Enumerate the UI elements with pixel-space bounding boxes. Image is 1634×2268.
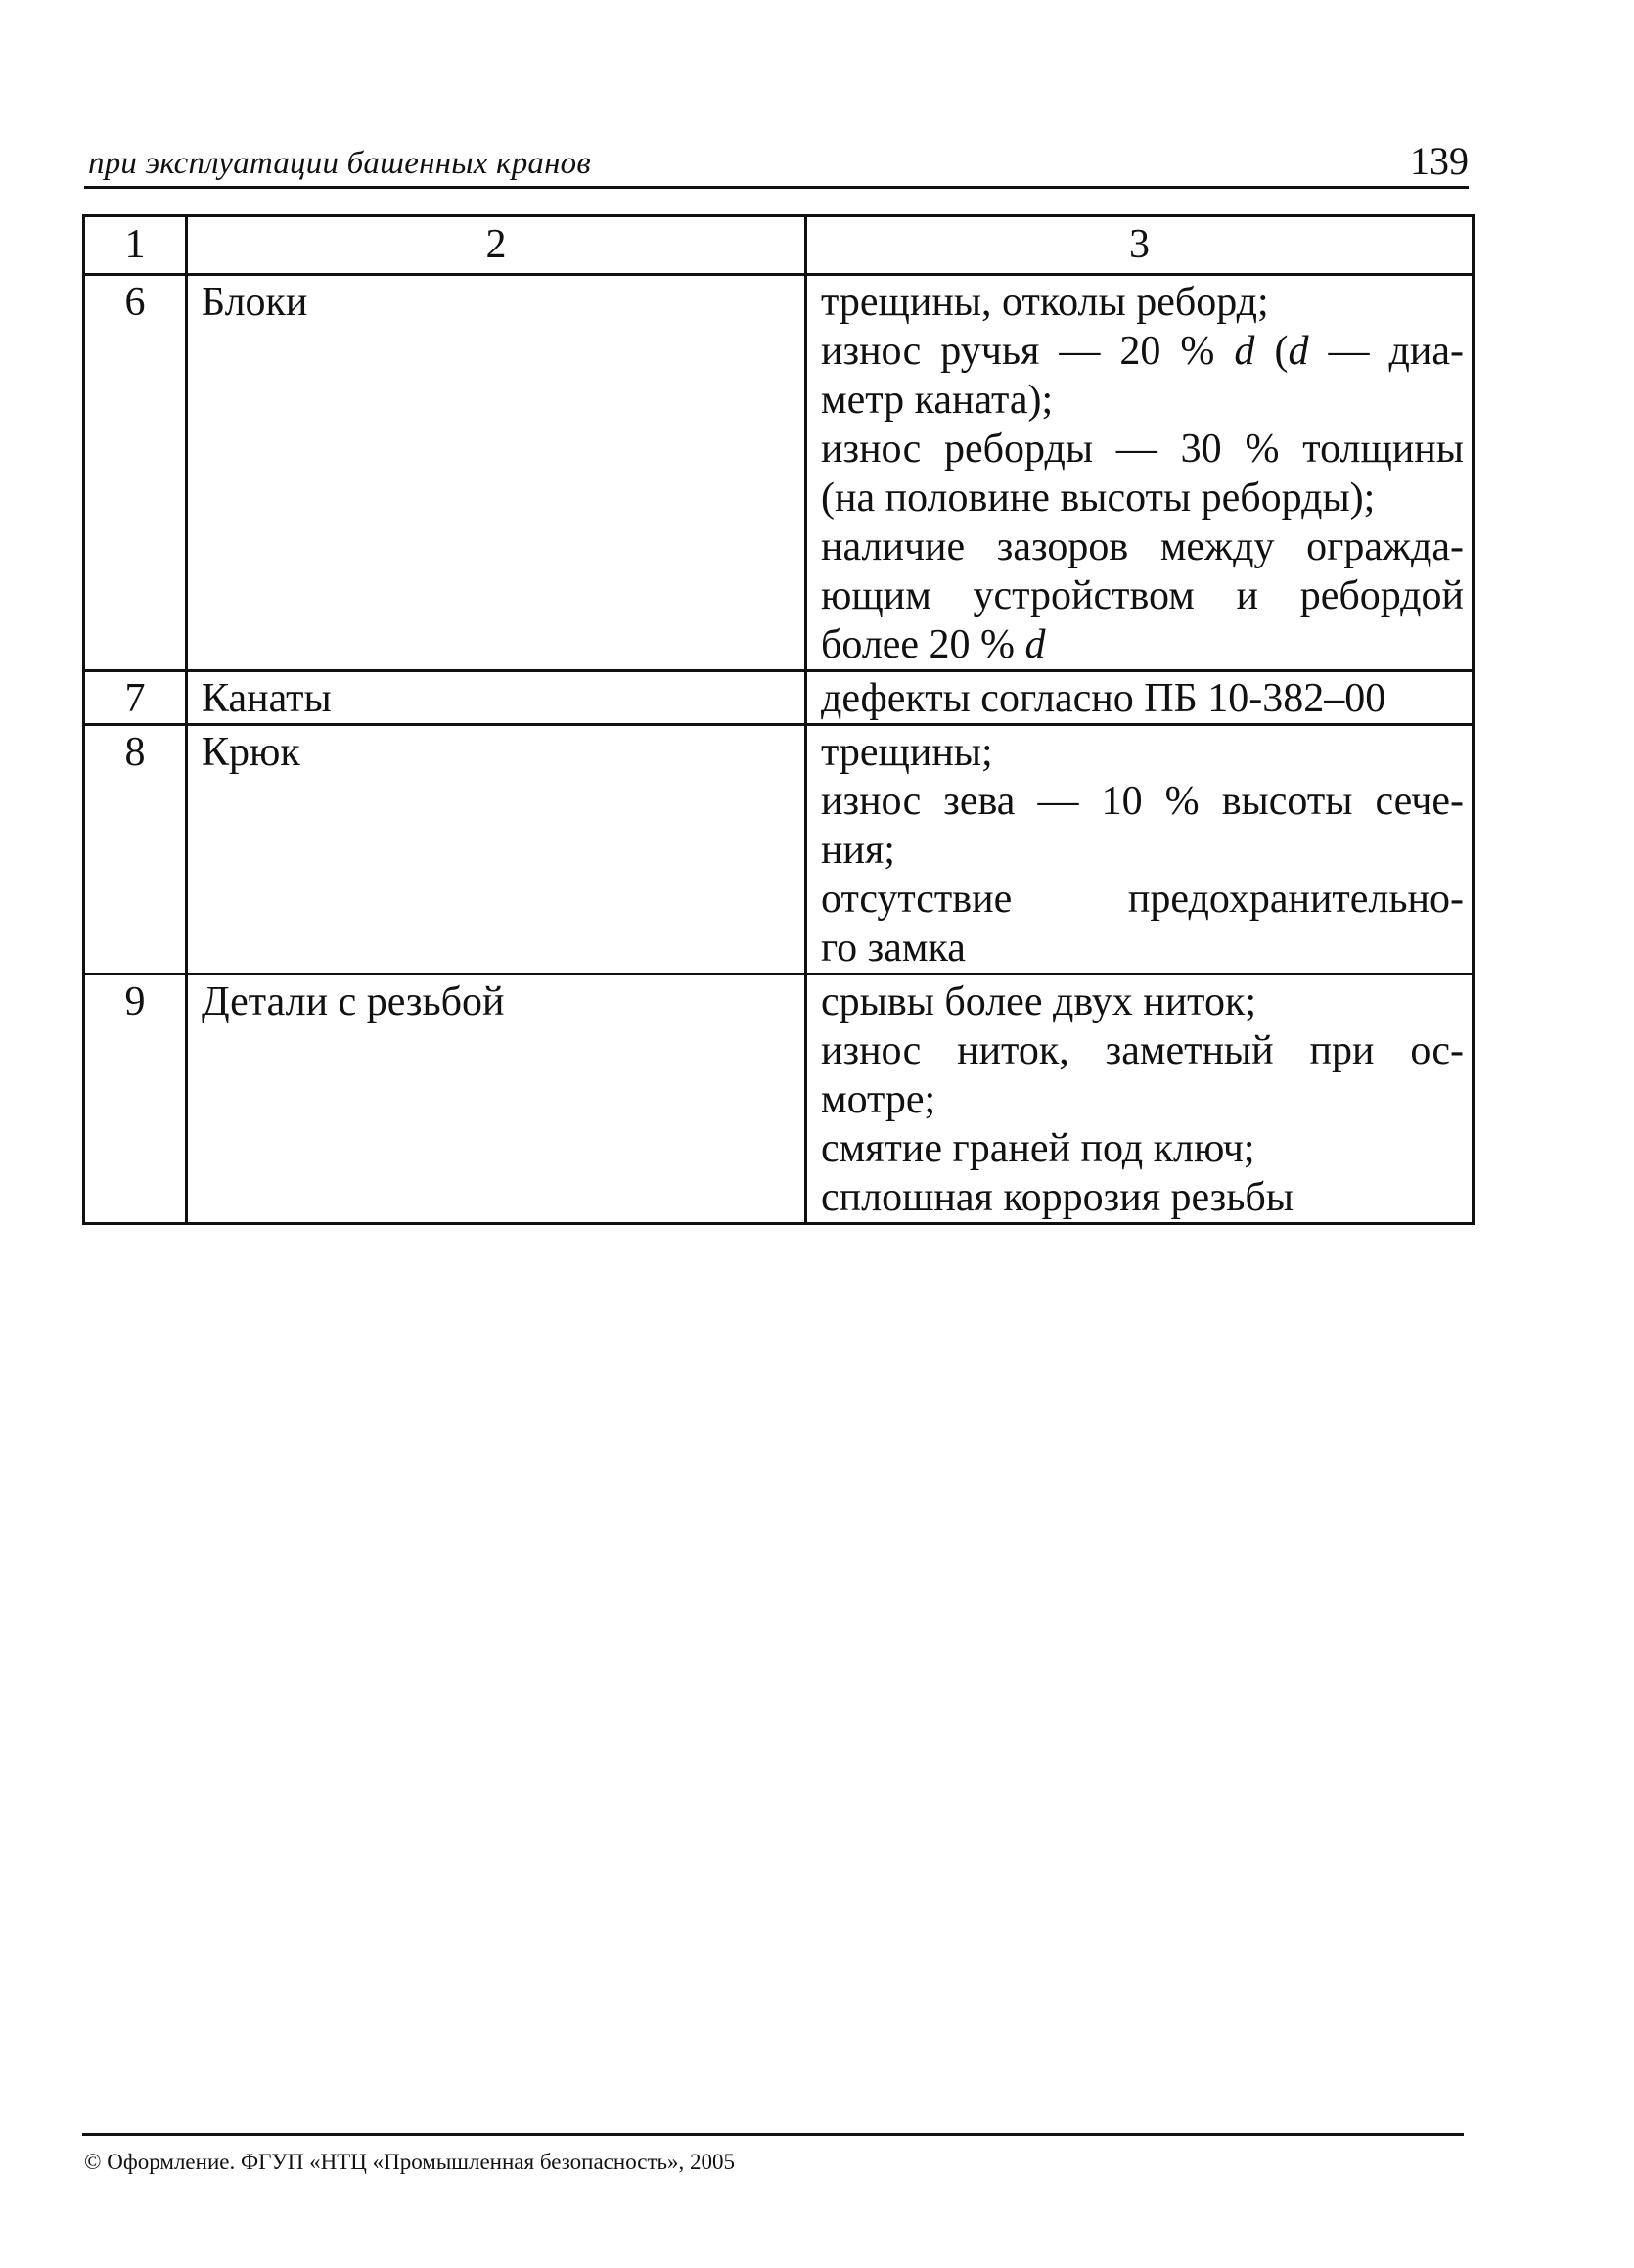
table-row (84, 725, 1474, 975)
row-number: 7 (84, 671, 187, 725)
defect-line: сплошная коррозия резьбы (821, 1175, 1294, 1220)
defects-table (82, 214, 1475, 1225)
defect-line: наличие зазоров между огражда- (821, 524, 1464, 569)
defect-line: ния; (821, 828, 895, 873)
column-number-row (84, 216, 1474, 275)
defect-line: (на половине высоты реборды); (821, 476, 1376, 521)
defect-line: метр каната); (821, 378, 1054, 423)
defect-line: смятие граней под ключ; (821, 1126, 1255, 1171)
defects-list (806, 275, 1474, 671)
table-row (84, 671, 1474, 725)
column-number-1: 1 (84, 216, 187, 275)
running-title: при эксплуатации башенных кранов (88, 146, 591, 181)
footer-copyright: © Оформление. ФГУП «НТЦ «Промышленная безопасность», 2005 (84, 2150, 736, 2174)
defect-line: ющим устройством и ребордой (821, 573, 1464, 618)
running-header (84, 135, 1469, 189)
defect-line: износ зева — 10 % высоты сече- (821, 779, 1464, 824)
defect-line: го замка (821, 926, 966, 971)
footer-divider (82, 2133, 1464, 2136)
defect-line: более 20 % d (821, 622, 1046, 667)
defect-line: износ ниток, заметный при ос- (821, 1028, 1464, 1073)
table-row (84, 275, 1474, 671)
column-number-3: 3 (806, 216, 1474, 275)
defect-line: мотре; (821, 1077, 936, 1122)
defect-line: трещины, отколы реборд; (821, 280, 1269, 325)
column-number-2: 2 (187, 216, 806, 275)
element-name: Блоки (187, 275, 806, 671)
defects-list (806, 671, 1474, 725)
defect-line: трещины; (821, 730, 993, 775)
defects-list (806, 725, 1474, 975)
table-row (84, 975, 1474, 1224)
defect-line: дефекты согласно ПБ 10-382–00 (821, 676, 1386, 721)
page-number: 139 (1410, 139, 1469, 183)
defects-list (806, 975, 1474, 1224)
element-name: Канаты (187, 671, 806, 725)
element-name: Детали с резьбой (187, 975, 806, 1224)
defect-line: срывы более двух ниток; (821, 979, 1257, 1024)
row-number: 8 (84, 725, 187, 975)
defect-line: отсутствие предохранительно- (821, 877, 1464, 922)
element-name: Крюк (187, 725, 806, 975)
row-number: 6 (84, 275, 187, 671)
row-number: 9 (84, 975, 187, 1224)
defect-line: износ ручья — 20 % d (d — диа- (821, 329, 1464, 374)
defect-line: износ реборды — 30 % толщины (821, 427, 1464, 472)
